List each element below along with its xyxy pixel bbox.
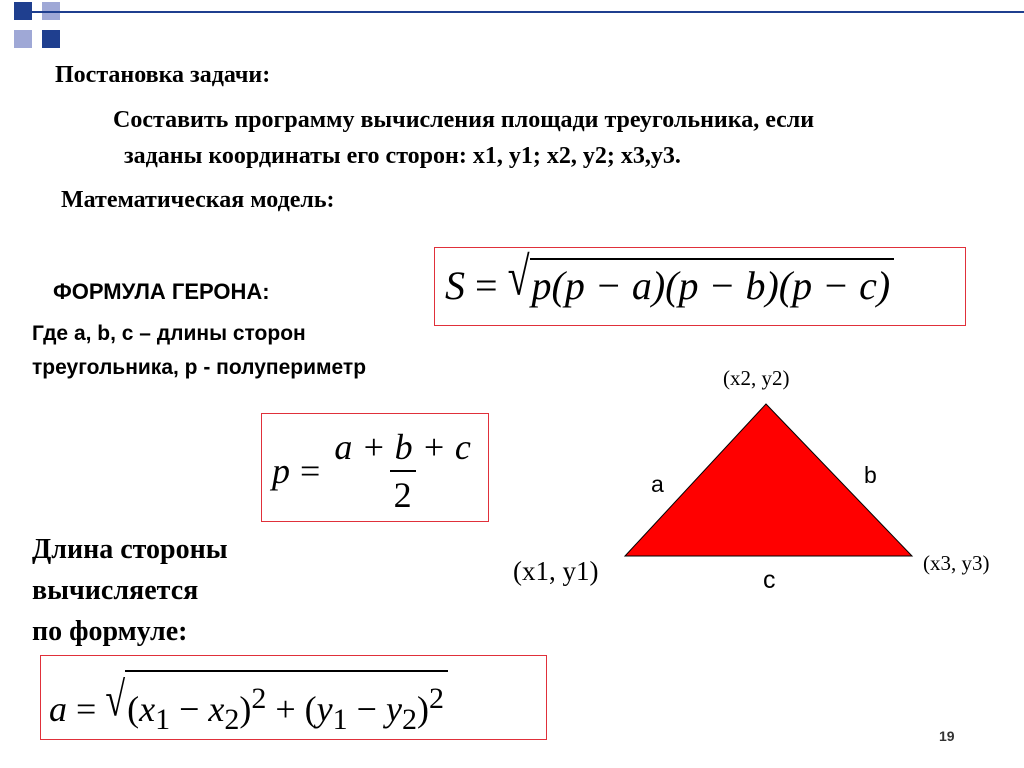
semi-denominator: 2: [390, 470, 416, 516]
side-length-line1: Длина стороны: [32, 534, 228, 565]
side-label-b: b: [864, 462, 877, 488]
side-label-c: c: [763, 566, 776, 594]
heron-lhs: S: [445, 263, 465, 308]
vertex-left-text: (x1, y1): [513, 556, 599, 586]
where-line1: Где a, b, c – длины сторон: [32, 322, 306, 345]
problem-heading: Постановка задачи:: [55, 62, 271, 88]
side-eq: =: [76, 689, 97, 729]
where-line2: треугольника, р - полупериметр: [32, 356, 367, 379]
side-length-line3: по формуле:: [32, 616, 188, 647]
side-length-line2: вычисляется: [32, 575, 199, 606]
heron-eq: =: [475, 263, 498, 308]
semi-numerator: a + b + c: [334, 427, 471, 467]
heron-label: ФОРМУЛА ГЕРОНА:: [53, 279, 270, 304]
sqrt-symbol: √: [507, 245, 530, 307]
page-number: 19: [939, 728, 955, 744]
problem-text-line2: заданы координаты его сторон: x1, y1; x2, y2; x3,y3.: [124, 143, 681, 169]
semi-lhs: p: [272, 451, 290, 491]
vertex-label-left: [513, 556, 598, 588]
side-label-a: a: [651, 471, 664, 497]
semi-eq: =: [300, 451, 321, 491]
vertex-label-right: (x3, y3): [923, 551, 990, 575]
side-radicand: $(x_1 - x_2)^2 + (y_1 - y_2)^2$: [125, 670, 448, 747]
model-heading: Математическая модель:: [61, 187, 335, 213]
problem-text-line1: Составить программу вычисления площади треугольника, если: [113, 107, 815, 133]
vertex-label-top: (x2, y2): [723, 366, 790, 390]
sqrt-symbol: √: [105, 672, 126, 727]
heron-radicand: p(p − a)(p − b)(p − c): [530, 258, 895, 312]
side-lhs: a: [49, 689, 67, 729]
